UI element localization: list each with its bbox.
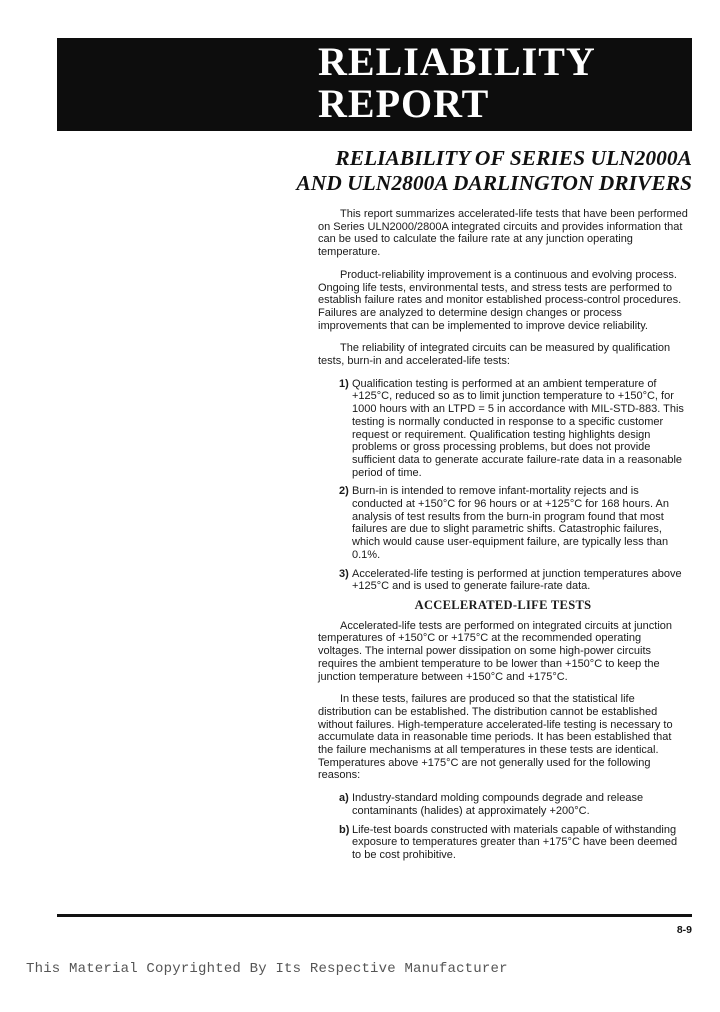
page-number: 8-9: [676, 924, 692, 936]
footer-rule: [57, 914, 692, 917]
intro-paragraph: This report summarizes accelerated-life tests that have been performed on Series ULN2000/2800A integrated circuits and provides information that can be used to calculate the failure rate at any junction operating temperature.: [318, 208, 688, 259]
list-item: [318, 792, 688, 817]
list-item-text: Accelerated-life testing is performed at junction temperatures above +125°C and is used to generate failure-rate data.: [352, 567, 682, 593]
reasons-list: [318, 792, 688, 862]
subtitle-line2: AND ULN2800A DARLINGTON DRIVERS: [296, 171, 692, 195]
list-item: [318, 485, 688, 561]
section-paragraph: Accelerated-life tests are performed on integrated circuits at junction temperatures of +150°C or +175°C at the recommended operating voltages. The internal power dissipation on some high-power circuits requires the ambient temperature to be lower than +150°C to keep the junction temperature between +150°C and +175°C.: [318, 619, 672, 683]
list-item: [318, 378, 688, 480]
list-marker: 1 ): [339, 378, 349, 391]
subtitle-line1: RELIABILITY OF SERIES ULN2000A: [335, 146, 692, 170]
list-item-text: Qualification testing is performed at an ambient temperature of +125°C, reduced so as to limit junction temperature to +150°C, for 1000 hours with an LTPD = 5 in accordance with MIL-STD-883. This testing is normally conducted in response to a specific customer request or requirement. Qualification testing highlights design problems or gross processing problems, but does not provide sufficient data to generate accurate failure-rate data in a reasonable period of time.: [352, 377, 684, 479]
list-marker: 2 ): [339, 485, 349, 498]
document-subtitle: [296, 146, 692, 196]
list-marker: b ): [339, 824, 349, 837]
report-title-line1: RELIABILITY: [318, 39, 596, 84]
section-paragraph: In these tests, failures are produced so that the statistical life distribution can be established. The distribution cannot be established without failures. High-temperature accelerated-life testing is necessary to accumulate data in reasonable time periods. It has been established that the failure mechanisms at all temperatures in these tests are identical. Temperatures above +175°C are not generally used for the following reasons:: [318, 693, 673, 782]
list-item-text: Burn-in is intended to remove infant-mortality rejects and is conducted at +150°C for 96 hours or at +125°C for 168 hours. An analysis of test results from the burn-in program found that most failures are due to slight parametric shifts. Catastrophic failures, which would cause user-equipment failure, are typically less than 0.1%.: [352, 485, 670, 561]
test-types-list: [318, 378, 688, 593]
list-item-text: Industry-standard molding compounds degrade and release contaminants (halides) at approximately +200°C.: [352, 792, 644, 817]
intro-paragraph: Product-reliability improvement is a continuous and evolving process. Ongoing life tests, environmental tests, and stress tests are performed to establish failure rates and monitor established process-control procedures. Failures are analyzed to determine design changes or process improvements that can be implemented to improve device reliability.: [318, 268, 682, 332]
list-item-text: Life-test boards constructed with materials capable of withstanding exposure to temperatures greater than +175°C have been deemed to be cost prohibitive.: [352, 823, 678, 861]
list-marker: a ): [339, 792, 349, 805]
list-item: [318, 824, 688, 862]
copyright-notice: This Material Copyrighted By Its Respective Manufacturer: [26, 961, 508, 977]
report-title-line2: REPORT: [318, 81, 490, 126]
section-heading: ACCELERATED-LIFE TESTS: [414, 597, 592, 612]
report-body: [318, 208, 688, 868]
list-item: [318, 568, 688, 593]
list-marker: 3 ): [339, 568, 349, 581]
report-title: [318, 41, 596, 125]
intro-paragraph: The reliability of integrated circuits can be measured by qualification tests, burn-in and accelerated-life tests:: [318, 342, 671, 368]
